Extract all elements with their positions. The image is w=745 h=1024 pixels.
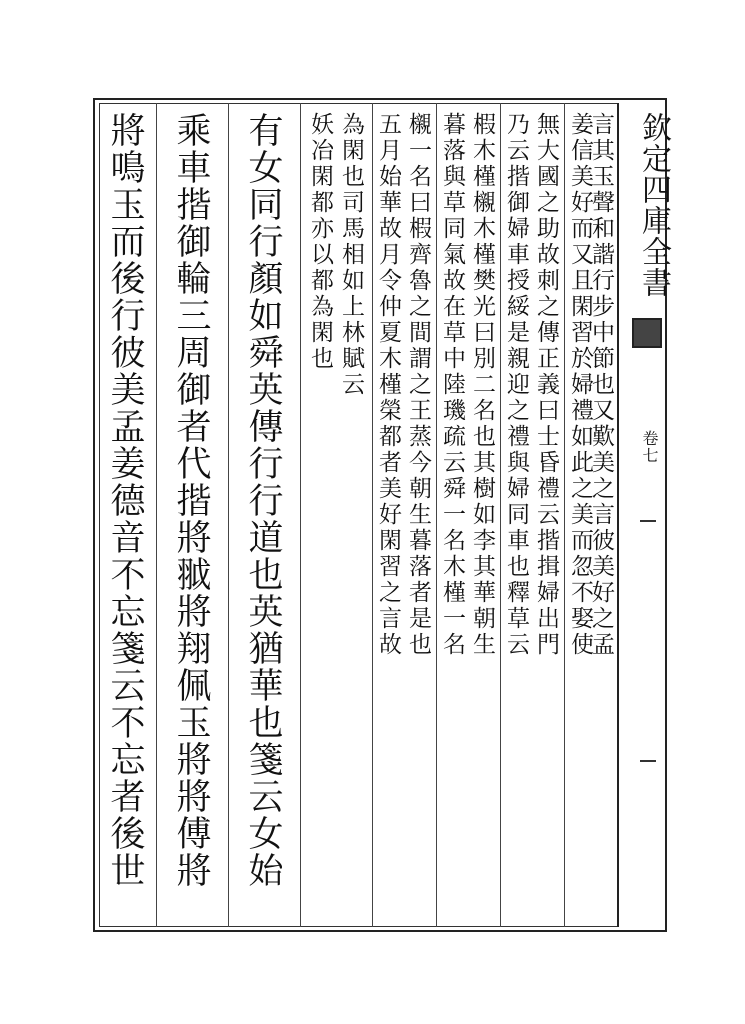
- column-rule: [156, 103, 157, 927]
- text-column-11: 乃云揩御婦車授綏是親迎之禮與婦同車也釋草云: [503, 112, 529, 658]
- book-title: 欽定四庫全書: [636, 112, 671, 298]
- text-column-13: 姜信美好而又且閑習於婦禮如此之美而忽不娶使: [567, 112, 593, 658]
- text-column-5: 妖冶閑都亦以都為閑也: [307, 112, 333, 372]
- column-rule: [228, 103, 229, 927]
- margin-mark: [640, 760, 656, 762]
- volume-number: 卷七: [640, 430, 659, 464]
- text-column-9: 暮落與草同氣故在草中陸璣疏云舜一名木槿一名: [439, 112, 465, 658]
- margin-mark: [640, 520, 656, 522]
- text-column-4: 為閑也司馬相如上林賦云: [338, 112, 364, 398]
- column-rule: [300, 103, 301, 927]
- text-column-6: 櫬一名曰椵齊魯之間謂之王蒸今朝生暮落者是也: [405, 112, 431, 658]
- seal-stamp: [632, 318, 662, 348]
- text-column-7: 五月始華故月令仲夏木槿榮都者美好閑習之言故: [375, 112, 401, 658]
- text-column-2: 乘車揩御輪三周御者代揩將䎀將翔佩玉將將傅將: [171, 112, 211, 889]
- text-column-1: 將鳴玉而後行彼美孟姜德音不忘箋云不忘者後世: [105, 112, 145, 889]
- text-column-12: 言其玉聲和諧行步中節也又歎美之言彼美好之孟: [588, 112, 614, 658]
- text-column-3: 有女同行顏如舜英傳行行道也英猶華也箋云女始: [243, 112, 283, 889]
- text-column-10: 無大國之助故刺之傳正義曰士昏禮云揩揖婦出門: [533, 112, 559, 658]
- text-column-8: 椵木槿櫬木槿樊光曰別二名也其樹如李其華朝生: [469, 112, 495, 658]
